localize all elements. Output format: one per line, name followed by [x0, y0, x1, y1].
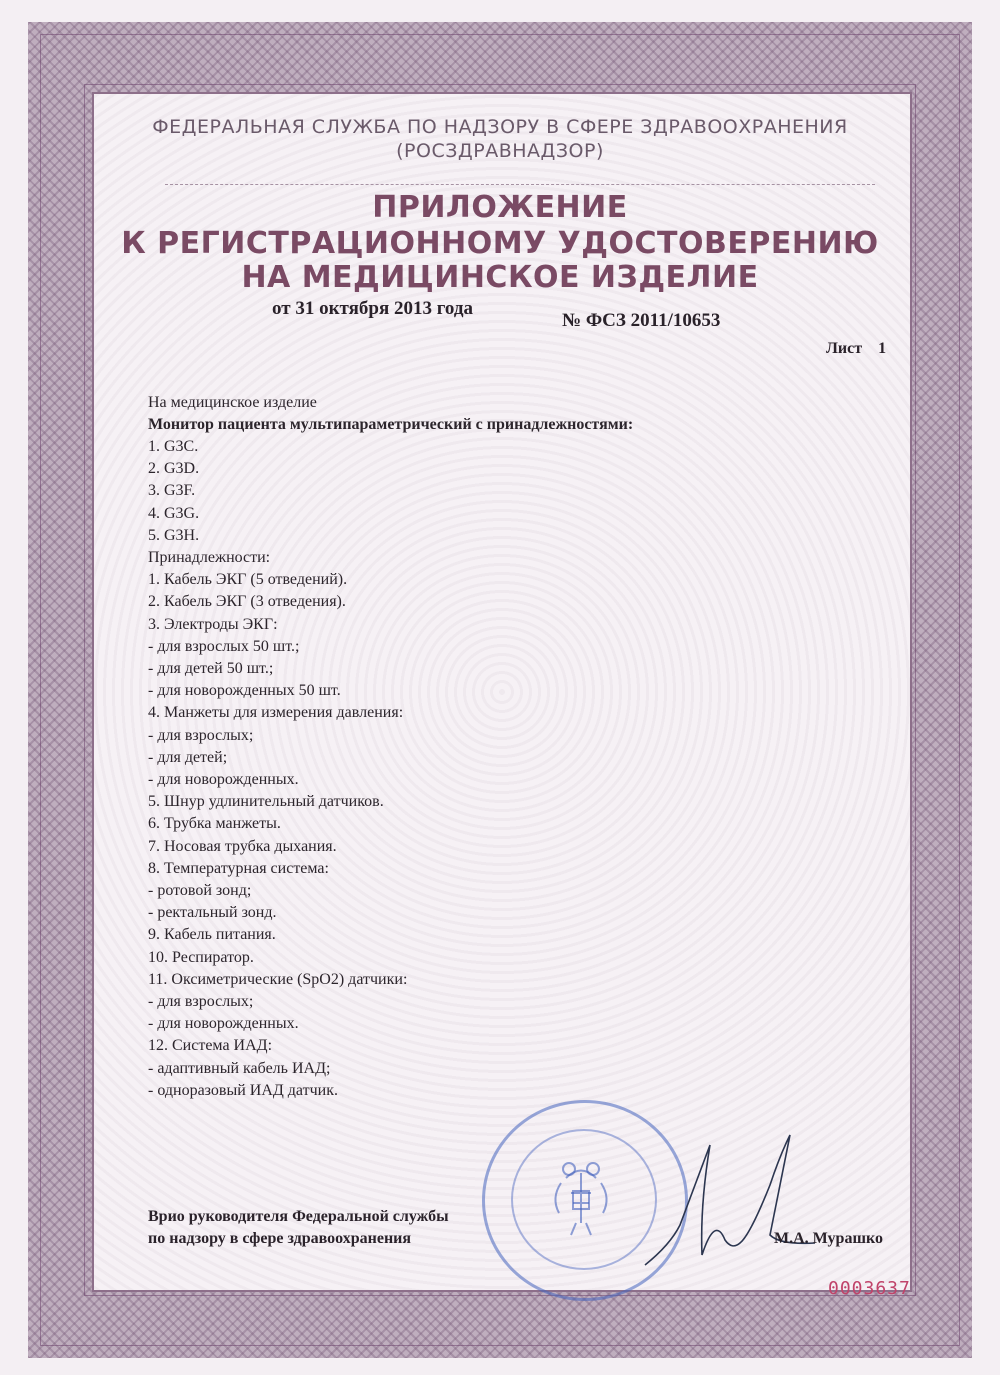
- list-item: 4. G3G.: [148, 504, 200, 522]
- list-item: 1. G3C.: [148, 438, 199, 455]
- list-item: - для детей;: [148, 748, 228, 766]
- serial-number: 0003637: [828, 1278, 911, 1299]
- agency-short-name: (РОСЗДРАВНАДЗОР): [396, 140, 604, 162]
- list-item: Принадлежности:: [148, 549, 271, 566]
- list-item: - для детей 50 шт.;: [148, 660, 274, 677]
- product-name: Монитор пациента мультипараметрический с принадлежностями:: [148, 416, 634, 433]
- list-item: 3. Электроды ЭКГ:: [148, 615, 278, 633]
- title-line-3: НА МЕДИЦИНСКОЕ ИЗДЕЛИЕ: [241, 260, 759, 295]
- title-line-2: К РЕГИСТРАЦИОННОМУ УДОСТОВЕРЕНИЮ: [121, 226, 879, 261]
- list-item: - для новорожденных 50 шт.: [148, 682, 341, 700]
- list-item: - адаптивный кабель ИАД;: [148, 1059, 331, 1077]
- header-divider: [165, 184, 875, 185]
- intro-text: На медицинское изделие: [148, 394, 317, 411]
- list-item: 4. Манжеты для измерения давления:: [148, 704, 404, 722]
- list-item: - ректальный зонд.: [148, 904, 277, 922]
- list-item: 5. G3H.: [148, 526, 200, 544]
- sheet-number: Лист 1: [826, 340, 887, 357]
- list-item: 5. Шнур удлинительный датчиков.: [148, 793, 384, 811]
- signature-scribble: [640, 1125, 820, 1285]
- list-item: 8. Температурная система:: [148, 859, 329, 877]
- list-item: 1. Кабель ЭКГ (5 отведений).: [148, 571, 348, 589]
- signatory-role-line-2: по надзору в сфере здравоохранения: [148, 1230, 412, 1247]
- list-item: - одноразовый ИАД датчик.: [148, 1081, 338, 1099]
- list-item: - для взрослых 50 шт.;: [148, 637, 300, 655]
- signatory-role-line-1: Врио руководителя Федеральной службы: [148, 1208, 449, 1225]
- list-item: 2. Кабель ЭКГ (3 отведения).: [148, 593, 346, 611]
- list-item: - ротовой зонд;: [148, 882, 252, 899]
- list-item: 2. G3D.: [148, 460, 200, 478]
- title-line-1: ПРИЛОЖЕНИЕ: [372, 190, 628, 225]
- list-item: 9. Кабель питания.: [148, 926, 276, 944]
- agency-name: ФЕДЕРАЛЬНАЯ СЛУЖБА ПО НАДЗОРУ В СФЕРЕ ЗДРАВООХРАНЕНИЯ: [152, 116, 848, 138]
- list-item: 7. Носовая трубка дыхания.: [148, 837, 337, 855]
- double-headed-eagle-icon: [531, 1143, 631, 1243]
- list-item: 3. G3F.: [148, 482, 196, 500]
- list-item: 10. Респиратор.: [148, 948, 254, 966]
- list-item: 11. Оксиметрические (SpO2) датчики:: [148, 970, 408, 988]
- certificate-number: № ФСЗ 2011/10653: [562, 310, 721, 331]
- list-item: 6. Трубка манжеты.: [148, 815, 281, 833]
- issue-date: от 31 октября 2013 года: [272, 298, 473, 319]
- list-item: - для взрослых;: [148, 993, 254, 1010]
- list-item: - для новорожденных.: [148, 771, 299, 788]
- list-item: - для новорожденных.: [148, 1015, 299, 1033]
- list-item: 12. Система ИАД:: [148, 1037, 273, 1055]
- list-item: - для взрослых;: [148, 726, 254, 744]
- signatory-name: М.А. Мурашко: [774, 1230, 883, 1247]
